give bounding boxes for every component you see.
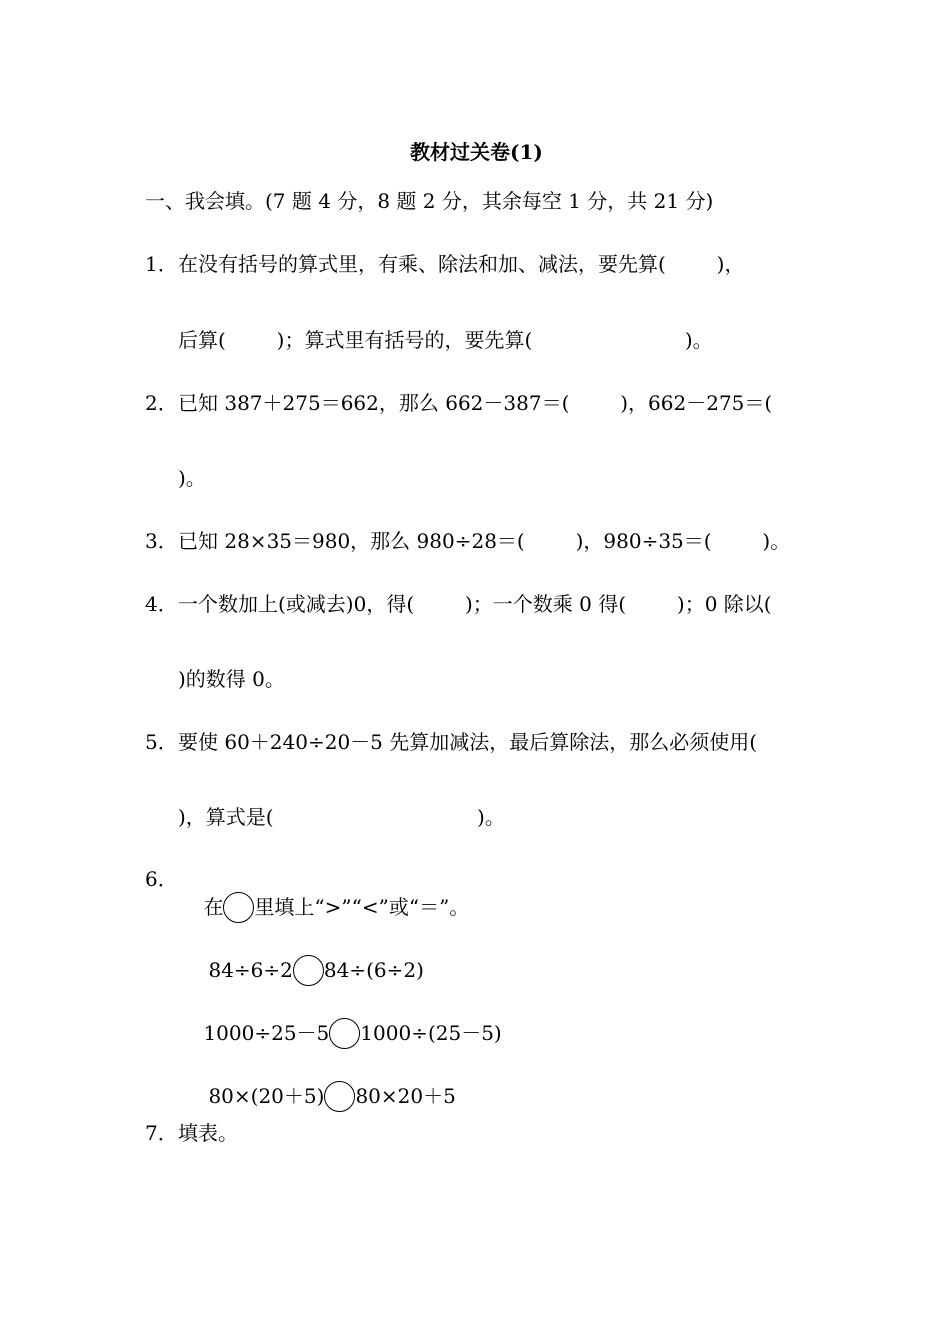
q1-line2: 后算( )；算式里有括号的，要先算( )。 — [178, 328, 713, 352]
q6-item-right: 80×20＋5 — [355, 1084, 456, 1108]
q6-item-right: 84÷(6÷2) — [323, 958, 424, 982]
q6-item-left: 84÷6÷2 — [208, 958, 293, 982]
circle-blank-icon[interactable] — [293, 955, 324, 986]
q7-text: 填表。 — [178, 1121, 238, 1145]
q2-line1: 已知 387＋275＝662，那么 662－387＝( )，662－275＝( — [178, 391, 773, 415]
q6-item-left: 1000÷25－5 — [203, 1021, 330, 1045]
q3-number: 3． — [145, 529, 178, 553]
q6-number: 6． — [145, 867, 178, 891]
q4-number: 4． — [145, 592, 178, 616]
q5-line2: )，算式是( )。 — [178, 805, 505, 829]
section-heading: 一、我会填。(7 题 4 分，8 题 2 分，其余每空 1 分，共 21 分) — [145, 189, 714, 213]
q4-line1: 一个数加上(或减去)0，得( )；一个数乘 0 得( )；0 除以( — [178, 592, 772, 616]
circle-blank-icon[interactable] — [329, 1018, 360, 1049]
q4-line2: )的数得 0。 — [178, 667, 285, 691]
q1-number: 1． — [145, 252, 178, 276]
q7-number: 7． — [145, 1121, 178, 1145]
q6-item-right: 1000÷(25－5) — [360, 1021, 502, 1045]
q6-item-left: 80×(20＋5) — [208, 1084, 325, 1108]
q2-number: 2． — [145, 391, 178, 415]
page-title: 教材过关卷(1) — [410, 140, 543, 164]
q3-line1: 已知 28×35＝980，那么 980÷28＝( )，980÷35＝( )。 — [178, 529, 791, 553]
q5-line1: 要使 60＋240÷20－5 先算加减法，最后算除法，那么必须使用( — [178, 730, 758, 754]
q2-line2: )。 — [178, 466, 206, 490]
q5-number: 5． — [145, 730, 178, 754]
q6-post: 里填上“>”“<”或“＝”。 — [254, 895, 470, 919]
circle-blank-icon — [223, 892, 254, 923]
circle-blank-icon[interactable] — [324, 1081, 355, 1112]
q6-pre: 在 — [203, 895, 224, 919]
q1-line1: 在没有括号的算式里，有乘、除法和加、减法，要先算( )， — [178, 252, 745, 276]
